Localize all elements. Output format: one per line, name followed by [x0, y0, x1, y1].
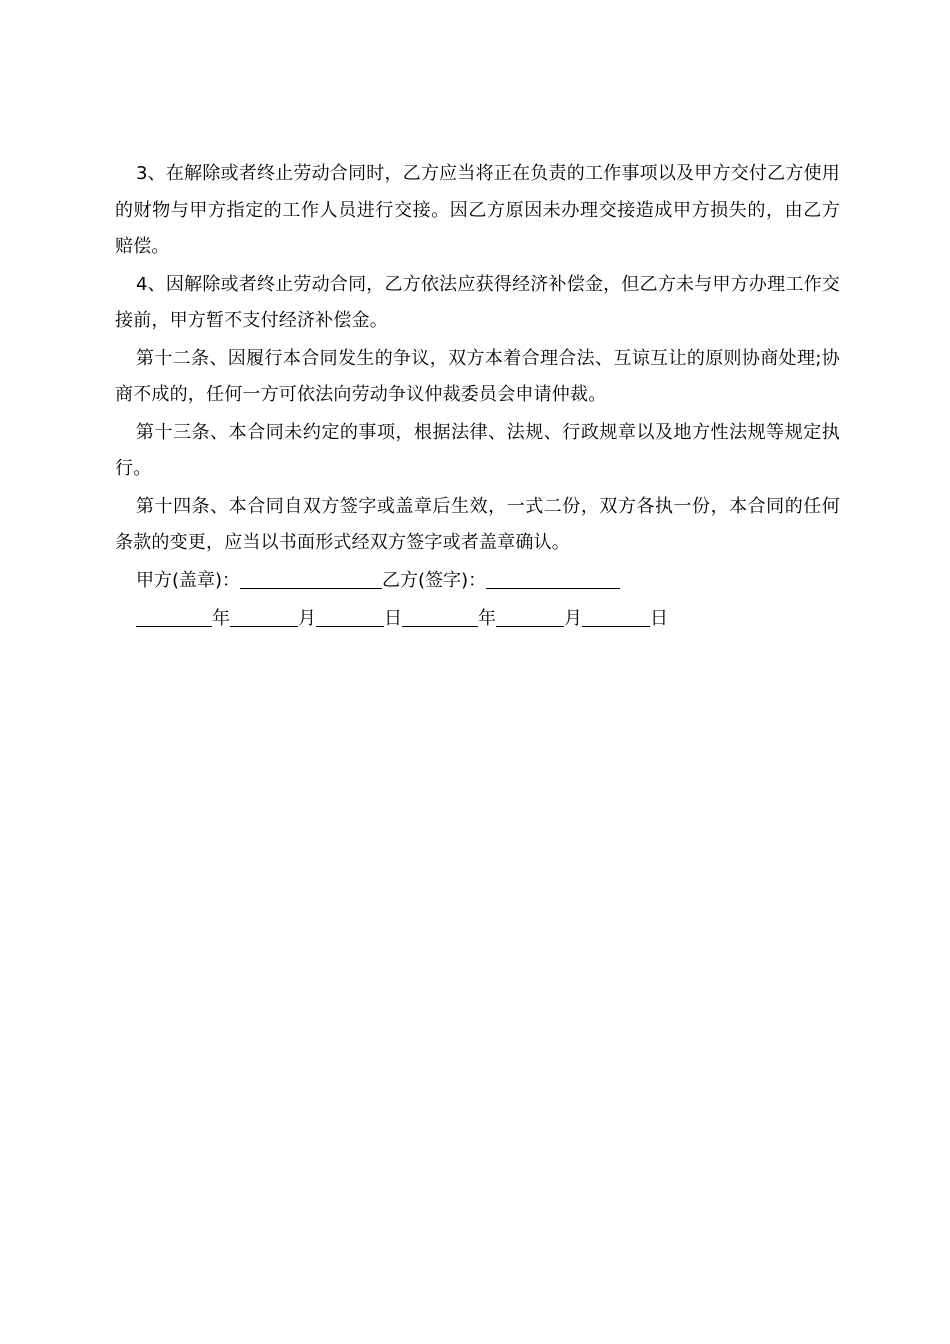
paragraph-clause-4: 4、因解除或者终止劳动合同，乙方依法应获得经济补偿金，但乙方未与甲方办理工作交接前，甲方暂不支付经济补偿金。: [115, 273, 840, 331]
party-a-year-blank[interactable]: [136, 606, 212, 627]
party-b-month-blank[interactable]: [496, 606, 564, 627]
year-label: 年: [212, 608, 230, 629]
party-b-signature-blank[interactable]: [486, 568, 620, 589]
party-a-label: 甲方(盖章)：: [136, 569, 241, 591]
contract-body: [115, 156, 840, 640]
party-a-month-blank[interactable]: [230, 606, 298, 627]
party-b-label: 乙方(签字)：: [382, 569, 487, 591]
month-label: 月: [564, 608, 582, 629]
signature-line: [115, 563, 840, 600]
month-label: 月: [298, 608, 316, 629]
paragraph-clause-3: 3、在解除或者终止劳动合同时，乙方应当将正在负责的工作事项以及甲方交付乙方使用的财物与甲方指定的工作人员进行交接。因乙方原因未办理交接造成甲方损失的，由乙方赔偿。: [115, 163, 840, 257]
year-label: 年: [478, 608, 496, 629]
day-label: 日: [384, 608, 402, 629]
date-line: [115, 601, 840, 638]
paragraph-article-12: 第十二条、因履行本合同发生的争议，双方本着合理合法、互谅互让的原则协商处理;协商不成的，任何一方可依法向劳动争议仲裁委员会申请仲裁。: [115, 347, 840, 405]
day-label: 日: [650, 608, 668, 629]
party-b-year-blank[interactable]: [402, 606, 478, 627]
paragraph-article-13: 第十三条、本合同未约定的事项，根据法律、法规、行政规章以及地方性法规等规定执行。: [115, 421, 840, 479]
paragraph-article-14: 第十四条、本合同自双方签字或盖章后生效，一式二份，双方各执一份，本合同的任何条款的变更，应当以书面形式经双方签字或者盖章确认。: [115, 495, 840, 553]
party-a-day-blank[interactable]: [316, 606, 384, 627]
party-b-day-blank[interactable]: [582, 606, 650, 627]
party-a-signature-blank[interactable]: [240, 568, 382, 589]
